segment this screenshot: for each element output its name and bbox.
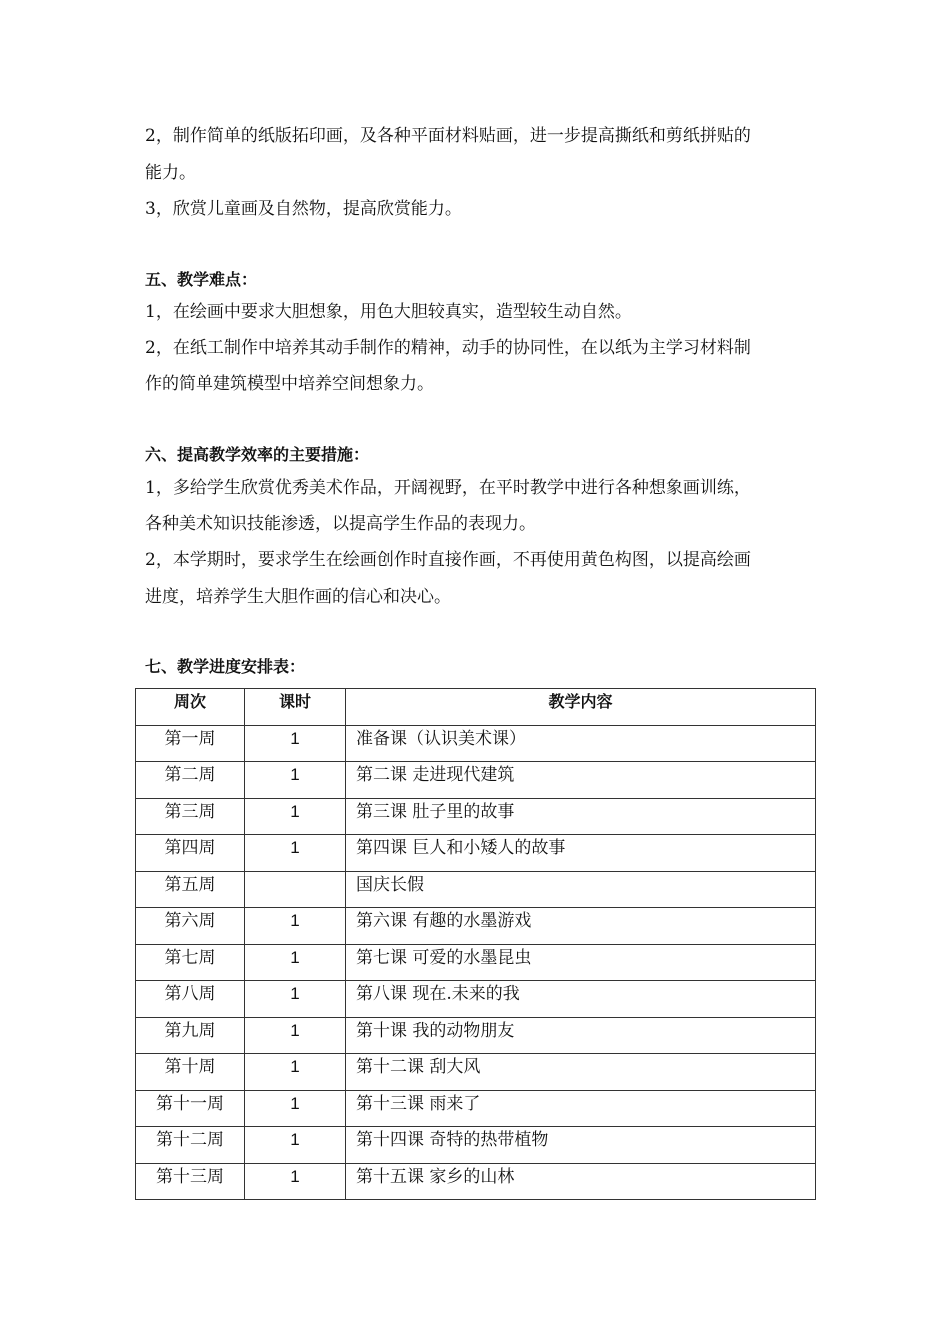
section4-item2-line2: 能力。 <box>145 163 196 183</box>
section6-heading: 六、提高教学效率的主要措施： <box>145 445 370 464</box>
table-row <box>136 1090 816 1127</box>
schedule-body <box>136 725 816 1200</box>
content-cell: 第十课 我的动物朋友 <box>346 1017 816 1054</box>
week-cell: 第十周 <box>136 1054 245 1091</box>
section5-item2-line2: 作的简单建筑模型中培养空间想象力。 <box>145 374 434 394</box>
hours-cell: 1 <box>245 1054 346 1091</box>
week-cell: 第十三周 <box>136 1163 245 1200</box>
content-cell: 第四课 巨人和小矮人的故事 <box>346 835 816 872</box>
week-cell: 第五周 <box>136 871 245 908</box>
hours-cell: 1 <box>245 1017 346 1054</box>
content-cell: 第六课 有趣的水墨游戏 <box>346 908 816 945</box>
column-header-content: 教学内容 <box>346 689 816 726</box>
column-header-hours: 课时 <box>245 689 346 726</box>
table-row <box>136 1163 816 1200</box>
table-row <box>136 762 816 799</box>
table-row <box>136 835 816 872</box>
hours-cell: 1 <box>245 798 346 835</box>
week-cell: 第一周 <box>136 725 245 762</box>
content-cell: 第十五课 家乡的山林 <box>346 1163 816 1200</box>
table-row <box>136 725 816 762</box>
table-row <box>136 1127 816 1164</box>
section5-item1: 1，在绘画中要求大胆想象，用色大胆较真实，造型较生动自然。 <box>145 302 632 322</box>
column-header-week: 周次 <box>136 689 245 726</box>
table-row <box>136 908 816 945</box>
week-cell: 第三周 <box>136 798 245 835</box>
week-cell: 第二周 <box>136 762 245 799</box>
week-cell: 第八周 <box>136 981 245 1018</box>
week-cell: 第十一周 <box>136 1090 245 1127</box>
content-cell: 第十四课 奇特的热带植物 <box>346 1127 816 1164</box>
content-cell: 国庆长假 <box>346 871 816 908</box>
content-cell: 准备课（认识美术课） <box>346 725 816 762</box>
week-cell: 第九周 <box>136 1017 245 1054</box>
hours-cell: 1 <box>245 908 346 945</box>
table-row <box>136 981 816 1018</box>
section4-item2-line1: 2，制作简单的纸版拓印画，及各种平面材料贴画，进一步提高撕纸和剪纸拼贴的 <box>145 126 751 146</box>
table-row <box>136 944 816 981</box>
section6-item2-line2: 进度，培养学生大胆作画的信心和决心。 <box>145 587 451 607</box>
hours-cell: 1 <box>245 762 346 799</box>
table-row <box>136 1017 816 1054</box>
hours-cell: 1 <box>245 725 346 762</box>
hours-cell: 1 <box>245 835 346 872</box>
table-row <box>136 798 816 835</box>
content-cell: 第二课 走进现代建筑 <box>346 762 816 799</box>
section5-heading: 五、教学难点： <box>145 270 258 289</box>
week-cell: 第六周 <box>136 908 245 945</box>
section7-heading: 七、教学进度安排表： <box>145 657 306 676</box>
hours-cell: 1 <box>245 981 346 1018</box>
hours-cell: 1 <box>245 1127 346 1164</box>
week-cell: 第十二周 <box>136 1127 245 1164</box>
hours-cell: 1 <box>245 1090 346 1127</box>
section6-item1-line2: 各种美术知识技能渗透，以提高学生作品的表现力。 <box>145 514 536 534</box>
week-cell: 第四周 <box>136 835 245 872</box>
week-cell: 第七周 <box>136 944 245 981</box>
content-cell: 第十二课 刮大风 <box>346 1054 816 1091</box>
section4-item3: 3，欣赏儿童画及自然物，提高欣赏能力。 <box>145 199 462 219</box>
content-cell: 第三课 肚子里的故事 <box>346 798 816 835</box>
content-cell: 第十三课 雨来了 <box>346 1090 816 1127</box>
hours-cell <box>245 871 346 908</box>
hours-cell: 1 <box>245 944 346 981</box>
table-row <box>136 1054 816 1091</box>
table-row <box>136 871 816 908</box>
section6-item2-line1: 2，本学期时，要求学生在绘画创作时直接作画，不再使用黄色构图，以提高绘画 <box>145 550 751 570</box>
schedule-table <box>135 688 816 1200</box>
section5-item2-line1: 2，在纸工制作中培养其动手制作的精神，动手的协同性，在以纸为主学习材料制 <box>145 338 751 358</box>
hours-cell: 1 <box>245 1163 346 1200</box>
content-cell: 第七课 可爱的水墨昆虫 <box>346 944 816 981</box>
content-cell: 第八课 现在.未来的我 <box>346 981 816 1018</box>
table-header-row <box>136 689 816 726</box>
section6-item1-line1: 1，多给学生欣赏优秀美术作品，开阔视野，在平时教学中进行各种想象画训练， <box>145 478 751 498</box>
